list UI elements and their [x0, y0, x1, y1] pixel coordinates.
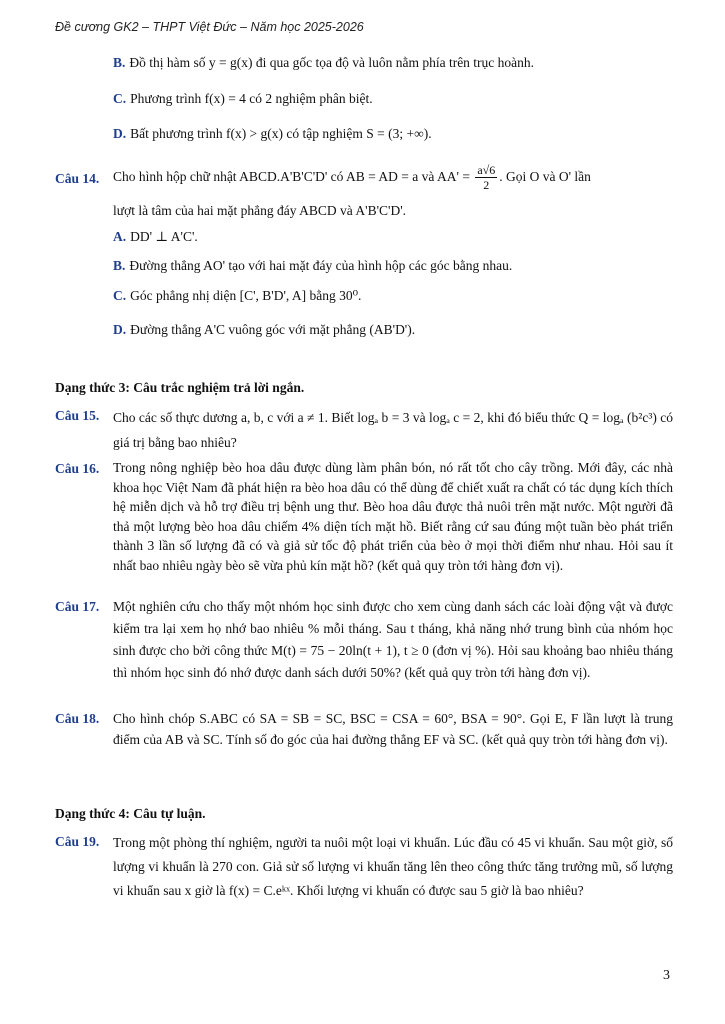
- option-letter: D.: [113, 322, 127, 337]
- q13-option-b: [113, 53, 534, 73]
- option-letter: D.: [113, 126, 127, 141]
- q19-label: Câu 19.: [55, 834, 100, 849]
- option-letter: A.: [113, 229, 127, 244]
- option-text: Phương trình f(x) = 4 có 2 nghiệm phân biệt.: [130, 91, 373, 106]
- q15-text: Cho các số thực dương a, b, c với a ≠ 1. Biết logₐ b = 3 và logₐ c = 2, khi đó biểu thức Q = logₐ (b²c³) có giá trị bằng bao nhiêu?: [113, 410, 673, 450]
- q17-label: Câu 17.: [55, 599, 100, 614]
- q14-option-b: [113, 256, 512, 276]
- option-text: Góc phẳng nhị diện [C', B'D', A] bằng 30⁰.: [130, 288, 362, 303]
- q14-line1-pre: Cho hình hộp chữ nhật ABCD.A'B'C'D' có AB = AD = a và AA' =: [113, 169, 470, 184]
- q14-line2: lượt là tâm của hai mặt phẳng đáy ABCD và A'B'C'D'.: [113, 203, 407, 218]
- q14-option-c: [113, 286, 361, 306]
- option-letter: C.: [113, 91, 127, 106]
- q14-fraction: [475, 163, 497, 192]
- option-text: Bất phương trình f(x) > g(x) có tập nghiệm S = (3; +∞).: [130, 126, 432, 141]
- page-header: Đề cương GK2 – THPT Việt Đức – Năm học 2025-2026: [55, 20, 364, 34]
- option-letter: C.: [113, 288, 127, 303]
- q17-text: Một nghiên cứu cho thấy một nhóm học sinh được cho xem cùng danh sách các loài động vật và được kiểm tra lại xem họ nhớ bao nhiêu % mỗi tháng. Sau t tháng, khả năng nhớ trung bình của nhóm học sinh được cho bởi công thức M(t) = 75 − 20ln(t + 1), t ≥ 0 (đơn vị %). Hỏi sau khoảng bao nhiêu tháng thì nhóm học sinh đó nhớ được danh sách dưới 50%? (kết quả quy tròn tới hàng đơn vị).: [113, 599, 673, 680]
- q14-option-d: [113, 320, 415, 340]
- q14-line1-post: . Gọi O và O' lần: [499, 169, 591, 184]
- page-number: 3: [663, 968, 670, 983]
- option-text: Đồ thị hàm số y = g(x) đi qua gốc tọa độ và luôn nằm phía trên trục hoành.: [129, 55, 535, 70]
- option-letter: B.: [113, 258, 126, 273]
- section-4-heading: Dạng thức 4: Câu tự luận.: [55, 806, 206, 821]
- q18-label: Câu 18.: [55, 711, 100, 726]
- option-text: Đường thẳng A'C vuông góc với mặt phẳng (AB'D').: [130, 322, 416, 337]
- q16-label: Câu 16.: [55, 461, 100, 476]
- q15-label: Câu 15.: [55, 408, 100, 423]
- q14-label: Câu 14.: [55, 171, 100, 186]
- fraction-denominator: 2: [483, 178, 490, 193]
- q19-text: Trong một phòng thí nghiệm, người ta nuôi một loại vi khuẩn. Lúc đầu có 45 vi khuẩn. Sau một giờ, số lượng vi khuẩn là 270 con. Giả sử số lượng vi khuẩn tăng lên theo công thức tăng trưởng mũ, số lượng vi khuẩn sau x giờ là f(x) = C.eᵏˣ. Khối lượng vi khuẩn có được sau 5 giờ là bao nhiêu?: [113, 835, 673, 898]
- q14-option-a: [113, 227, 198, 247]
- option-text: Đường thẳng AO' tạo với hai mặt đáy của hình hộp các góc bằng nhau.: [129, 258, 513, 273]
- q16-text: Trong nông nghiệp bèo hoa dâu được dùng làm phân bón, nó rất tốt cho cây trồng. Mới đây, các nhà khoa học Việt Nam đã phát hiện ra bèo hoa dâu có thể dùng để chiết xuất ra chất có tác dụng kích thích hệ miễn dịch và hỗ trợ điều trị bệnh ung thư. Bèo hoa dâu được thả nuôi trên mặt nước. Một người đã thả một lượng bèo hoa dâu chiếm 4% diện tích mặt hồ. Biết rằng cứ sau đúng một tuần bèo phát triển thành 3 lần số lượng đã có và giả sử tốc độ phát triển của bèo ở mọi thời điểm như nhau. Hỏi sau ít nhất bao nhiêu ngày bèo sẽ vừa phủ kín mặt hồ? (kết quả quy tròn tới hàng đơn vị).: [113, 460, 673, 573]
- q18-text: Cho hình chóp S.ABC có SA = SB = SC, BSC = CSA = 60°, BSA = 90°. Gọi E, F lần lượt là trung điểm của AB và SC. Tính số đo góc của hai đường thẳng EF và SC. (kết quả quy tròn tới hàng đơn vị).: [113, 711, 673, 747]
- option-letter: B.: [113, 55, 126, 70]
- q13-option-d: [113, 124, 432, 144]
- fraction-numerator: a√6: [477, 163, 496, 178]
- q13-option-c: [113, 89, 373, 109]
- option-text: DD' ⊥ A'C'.: [130, 229, 198, 244]
- section-3-heading: Dạng thức 3: Câu trắc nghiệm trả lời ngắn.: [55, 380, 305, 395]
- q14-line1: [113, 162, 673, 192]
